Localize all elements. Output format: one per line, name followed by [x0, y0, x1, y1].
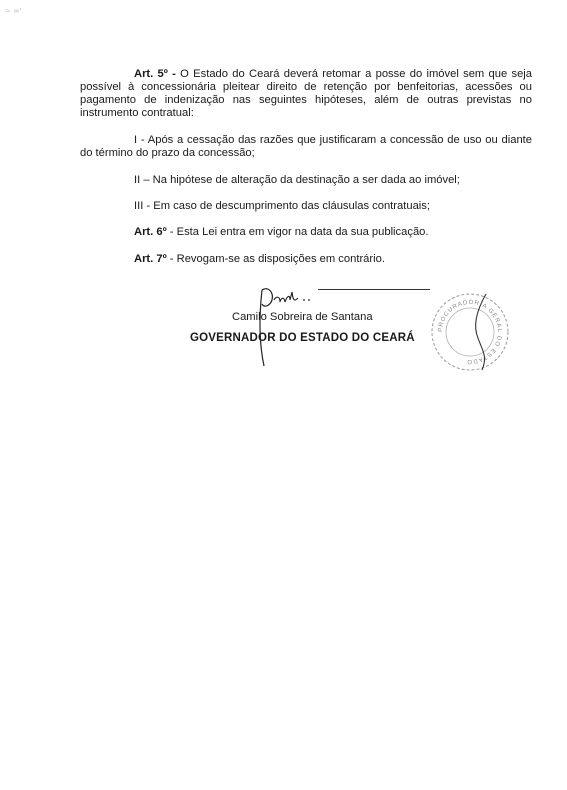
svg-text:PROCURADORIA GERAL DO ESTADO: PROCURADORIA GERAL DO ESTADO [437, 299, 503, 365]
article-5 [80, 68, 532, 120]
article-6-label: Art. 6º [134, 226, 167, 238]
item-iii: III - Em caso de descumprimento das cláusulas contratuais; [134, 200, 430, 212]
signature-line [318, 289, 430, 290]
handwritten-signature [254, 278, 324, 370]
article-7-text: - Revogam-se as disposições em contrário. [166, 253, 385, 265]
article-5-text: O Estado do Ceará deverá retomar a posse do imóvel sem que seja possível à concessionária pleitear direito de retenção por benfeitorias, acessões ou pagamento de indenização nas seguintes hipóteses, além de outras previstas no instrumento contratual: [80, 68, 532, 119]
item-i: I - Após a cessação das razões que justificaram a concessão de uso ou diante do término do prazo da concessão; [80, 134, 532, 159]
scan-artifact: ≈ ∞' [6, 8, 23, 15]
article-7-label: Art. 7º [134, 253, 167, 265]
item-ii: II – Na hipótese de alteração da destinação a ser dada ao imóvel; [134, 174, 460, 186]
signer-title: GOVERNADOR DO ESTADO DO CEARÁ [190, 332, 415, 344]
signer-name: Camilo Sobreira de Santana [232, 311, 373, 323]
article-6 [80, 226, 532, 239]
official-seal-stamp [428, 290, 512, 374]
article-5-label: Art. 5º - [134, 68, 176, 80]
article-7 [80, 253, 532, 266]
article-6-text: - Esta Lei entra em vigor na data da sua publicação. [166, 226, 429, 238]
